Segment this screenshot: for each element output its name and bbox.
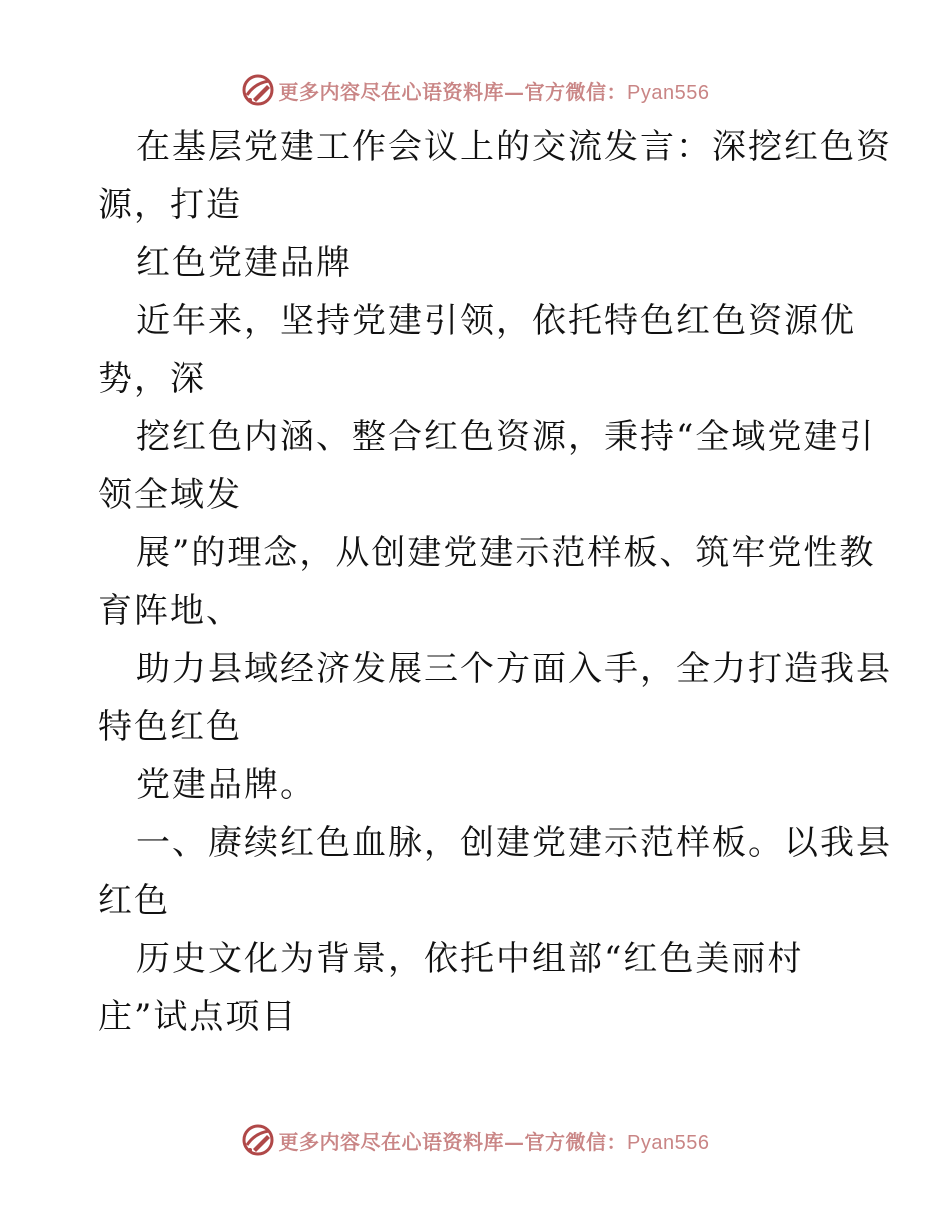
footer-watermark [0, 1122, 950, 1158]
text-line: 势，深 [98, 359, 206, 399]
text-line: 特色红色 [98, 707, 242, 747]
text-line: 助力县域经济发展三个方面入手，全力打造我县 [136, 649, 892, 689]
text-line: 一、赓续红色血脉，创建党建示范样板。以我县 [136, 823, 892, 863]
header-watermark [0, 72, 950, 108]
text-line: 在基层党建工作会议上的交流发言：深挖红色资 [136, 127, 892, 167]
text-line: 党建品牌。 [136, 765, 316, 805]
watermark-text: 更多内容尽在心语资料库—官方微信：Pyan556 [278, 1129, 710, 1154]
watermark-text: 更多内容尽在心语资料库—官方微信：Pyan556 [278, 79, 710, 104]
text-line: 红色党建品牌 [136, 243, 352, 283]
text-line: 庄”试点项目 [98, 997, 298, 1037]
pen-logo-icon [241, 73, 275, 107]
text-line: 挖红色内涵、整合红色资源，秉持“全域党建引 [136, 417, 876, 457]
text-line: 历史文化为背景，依托中组部“红色美丽村 [136, 939, 804, 979]
pen-logo-icon [241, 1123, 275, 1157]
text-line: 领全域发 [98, 475, 242, 515]
document-body [98, 118, 892, 1046]
text-line: 育阵地、 [98, 591, 242, 631]
text-line: 源，打造 [98, 185, 242, 225]
text-line: 近年来，坚持党建引领，依托特色红色资源优 [136, 301, 856, 341]
text-line: 展”的理念，从创建党建示范样板、筑牢党性教 [136, 533, 876, 573]
text-line: 红色 [98, 881, 170, 921]
